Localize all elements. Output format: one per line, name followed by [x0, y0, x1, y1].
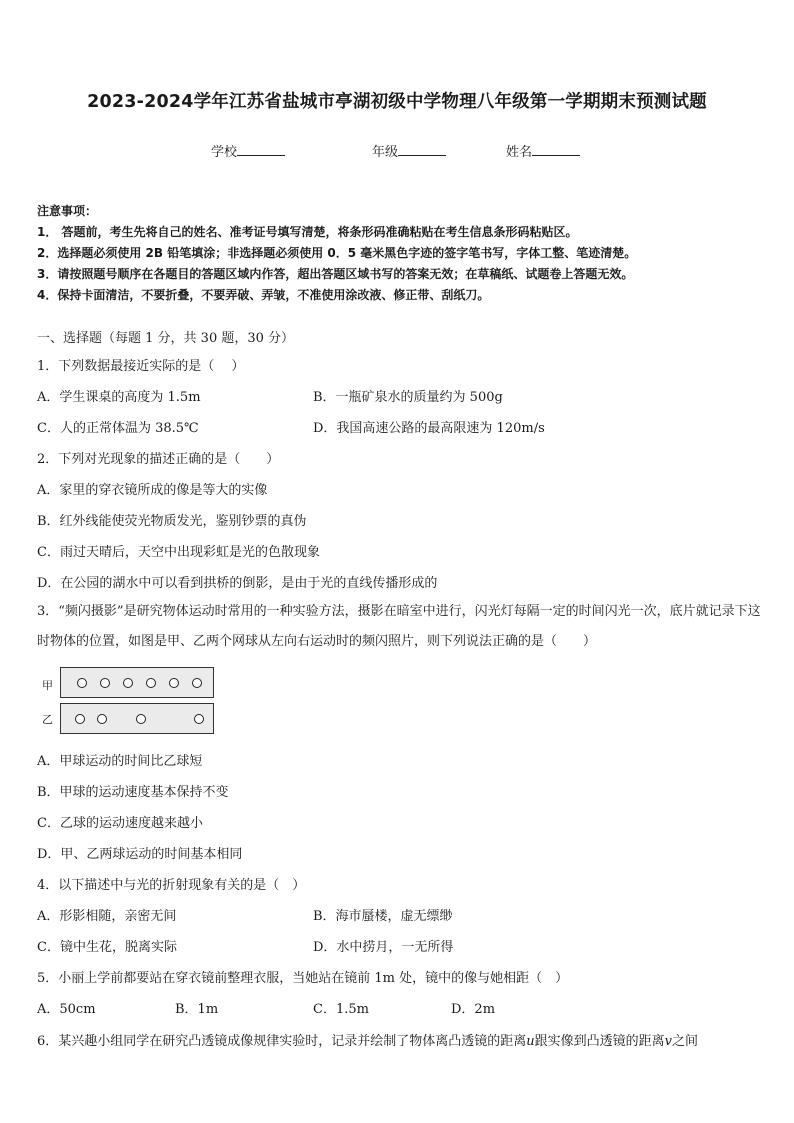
ball-icon: [192, 678, 202, 688]
grade-label: 年级: [372, 145, 399, 160]
q1-option-d: D．我国高速公路的最高限速为 120m/s: [313, 421, 545, 436]
notice-item: 3．请按照题号顺序在各题目的答题区域内作答，超出答题区域书写的答案无效；在草稿纸、试题卷上答题无效。: [37, 267, 634, 281]
ball-icon: [75, 714, 85, 724]
q5-option-b: B．1m: [175, 1002, 219, 1017]
q1-option-c: C．人的正常体温为 38.5℃: [37, 421, 199, 436]
page-title: 2023-2024学年江苏省盐城市亭湖初级中学物理八年级第一学期期末预测试题: [87, 92, 707, 112]
ball-icon: [194, 714, 204, 724]
q5-option-c: C．1.5m: [313, 1002, 369, 1017]
q3-option-b: B．甲球的运动速度基本保持不变: [37, 785, 229, 800]
ball-icon: [169, 678, 179, 688]
label-yi: 乙: [42, 713, 53, 726]
q5-option-d: D．2m: [451, 1002, 496, 1017]
q4-option-a: A．形影相随，亲密无间: [37, 909, 177, 924]
q4-option-b: B．海市蜃楼，虚无缥缈: [313, 909, 453, 924]
q4-option-d: D．水中捞月，一无所得: [313, 940, 454, 955]
q4-stem: 4．以下描述中与光的折射现象有关的是（ ）: [37, 878, 306, 893]
label-jia: 甲: [42, 679, 53, 692]
q5-option-a: A．50cm: [37, 1002, 96, 1017]
q2-option-b: B．红外线能使荧光物质发光，鉴别钞票的真伪: [37, 514, 307, 529]
q2-option-a: A．家里的穿衣镜所成的像是等大的实像: [37, 483, 268, 498]
school-field: [211, 141, 285, 160]
q5-stem: 5．小丽上学前都要站在穿衣镜前整理衣服，当她站在镜前 1m 处，镜中的像与她相距（ ）: [37, 971, 569, 986]
name-field: [506, 141, 580, 160]
q1-option-b: B．一瓶矿泉水的质量约为 500g: [313, 390, 503, 405]
q2-stem: 2．下列对光现象的描述正确的是（ ）: [37, 452, 280, 467]
name-blank: [532, 142, 580, 156]
school-blank: [237, 142, 285, 156]
ball-icon: [136, 714, 146, 724]
q2-option-d: D．在公园的湖水中可以看到拱桥的倒影，是由于光的直线传播形成的: [37, 576, 438, 591]
q6-var-u: u: [526, 1034, 535, 1049]
q4-option-c: C．镜中生花，脱离实际: [37, 940, 177, 955]
grade-field: [372, 141, 446, 160]
q6-stem: [37, 1030, 698, 1049]
notice-heading: 注意事项：: [37, 204, 98, 218]
ball-icon: [100, 678, 110, 688]
q6-text-part2: 跟实像到凸透镜的距离: [534, 1034, 665, 1049]
notice-item: 2．选择题必须使用 2B 铅笔填涂；非选择题必须使用 0．5 毫米黑色字迹的签字笔书写，字体工整、笔迹清楚。: [37, 246, 637, 260]
q3-stem: 3．“频闪摄影”是研究物体运动时常用的一种实验方法，摄影在暗室中进行，闪光灯每隔一定的时间闪光一次，底片就记录下这时物体的位置，如图是甲、乙两个网球从左向右运动时的频闪照片，则下列说法正确的是（ ）: [37, 604, 761, 649]
ball-icon: [123, 678, 133, 688]
strobe-strip-yi: [60, 703, 214, 734]
section-heading: 一、选择题（每题 1 分，共 30 题，30 分）: [37, 331, 295, 346]
name-label: 姓名: [506, 145, 533, 160]
ball-icon: [146, 678, 156, 688]
q6-var-v: v: [664, 1034, 673, 1049]
notice-item: 4．保持卡面清洁，不要折叠，不要弄破、弄皱，不准使用涂改液、修正带、刮纸刀。: [37, 288, 490, 302]
q1-stem: 1．下列数据最接近实际的是（ ）: [37, 359, 245, 374]
q3-option-a: A．甲球运动的时间比乙球短: [37, 754, 203, 769]
ball-icon: [77, 678, 87, 688]
notice-item: 1． 答题前，考生先将自己的姓名、准考证号填写清楚，将条形码准确粘贴在考生信息条形码粘贴区。: [37, 225, 578, 239]
q6-text-part3: 之间: [672, 1034, 699, 1049]
grade-blank: [398, 142, 446, 156]
q6-text-part1: 6．某兴趣小组同学在研究凸透镜成像规律实验时，记录并绘制了物体离凸透镜的距离: [37, 1034, 527, 1049]
ball-icon: [97, 714, 107, 724]
strobe-strip-jia: [60, 667, 214, 698]
school-label: 学校: [211, 145, 238, 160]
q2-option-c: C．雨过天晴后，天空中出现彩虹是光的色散现象: [37, 545, 320, 560]
q3-option-c: C．乙球的运动速度越来越小: [37, 816, 203, 831]
q1-option-a: A．学生课桌的高度为 1.5m: [37, 390, 201, 405]
q3-option-d: D．甲、乙两球运动的时间基本相同: [37, 847, 243, 862]
